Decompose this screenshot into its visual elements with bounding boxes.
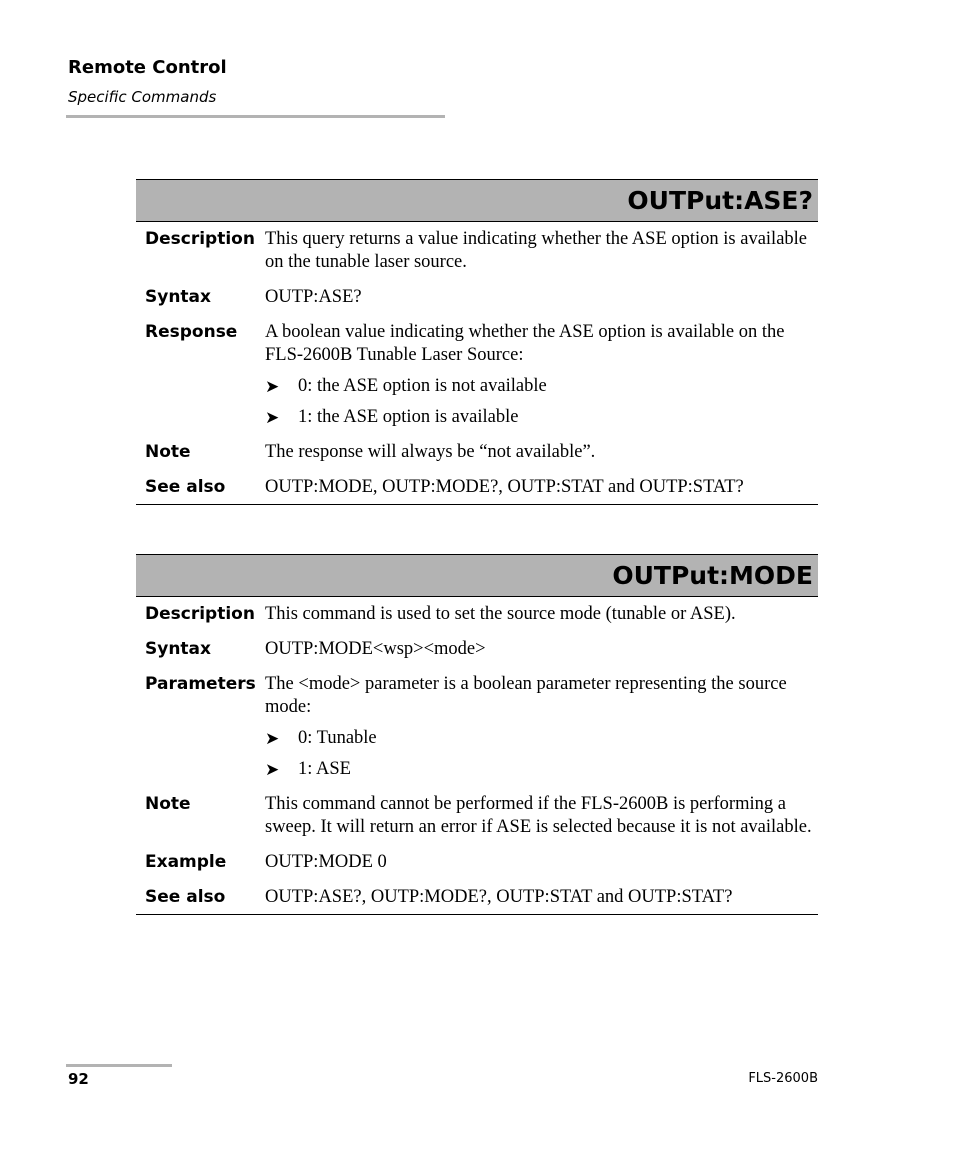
command-details (136, 597, 818, 915)
detail-label: Description (145, 604, 255, 624)
bullet-item (265, 758, 814, 781)
command-title: OUTPut:MODE (612, 561, 813, 590)
detail-label: Note (145, 442, 191, 462)
arrow-bullet-icon: ➤ (265, 408, 280, 427)
bullet-text: 0: the ASE option is not available (298, 376, 547, 396)
detail-label: Syntax (145, 639, 211, 659)
detail-label: See also (145, 477, 226, 497)
detail-text: A boolean value indicating whether the ASE option is available on the FLS-2600B Tunable Laser Source: (265, 322, 785, 365)
detail-row-example (136, 851, 818, 874)
detail-text: OUTP:ASE? (265, 287, 362, 307)
detail-label: Parameters (145, 674, 256, 694)
bullet-text: 1: ASE (298, 759, 351, 779)
arrow-bullet-icon: ➤ (265, 760, 280, 779)
detail-label: Response (145, 322, 238, 342)
detail-row-see-also (136, 476, 818, 499)
running-header-title: Remote Control (68, 57, 227, 78)
detail-label: Syntax (145, 287, 211, 307)
product-name: FLS-2600B (748, 1071, 818, 1086)
detail-row-response (136, 321, 818, 429)
detail-row-note (136, 441, 818, 464)
detail-label: Description (145, 229, 255, 249)
detail-value-block (265, 673, 818, 781)
running-header-subtitle: Specific Commands (68, 88, 217, 106)
detail-row-description (136, 228, 818, 274)
bullet-item (265, 727, 814, 750)
detail-row-description (136, 603, 818, 626)
bullet-item (265, 375, 814, 398)
bullet-text: 1: the ASE option is available (298, 407, 519, 427)
detail-label: Note (145, 794, 191, 814)
command-heading-bar (136, 179, 818, 222)
detail-text: The response will always be “not available”. (265, 442, 596, 462)
detail-text: OUTP:ASE?, OUTP:MODE?, OUTP:STAT and OUTP:STAT? (265, 887, 733, 907)
page-number: 92 (68, 1070, 89, 1088)
detail-label: Example (145, 852, 227, 872)
detail-row-syntax (136, 286, 818, 309)
detail-value-block (265, 321, 818, 429)
detail-label: See also (145, 887, 226, 907)
command-title: OUTPut:ASE? (627, 186, 813, 215)
detail-text: The <mode> parameter is a boolean parameter representing the source mode: (265, 674, 787, 717)
detail-row-syntax (136, 638, 818, 661)
detail-text: This command cannot be performed if the FLS-2600B is performing a sweep. It will return an error if ASE is selected because it is not available. (265, 794, 812, 837)
command-heading-bar (136, 554, 818, 597)
detail-row-note (136, 793, 818, 839)
detail-text: OUTP:MODE 0 (265, 852, 387, 872)
detail-row-parameters (136, 673, 818, 781)
bullet-text: 0: Tunable (298, 728, 377, 748)
detail-text: This query returns a value indicating whether the ASE option is available on the tunable laser source. (265, 229, 808, 272)
command-section-outp-ase (136, 179, 818, 505)
arrow-bullet-icon: ➤ (265, 377, 280, 396)
arrow-bullet-icon: ➤ (265, 729, 280, 748)
detail-text: OUTP:MODE<wsp><mode> (265, 639, 486, 659)
detail-row-see-also (136, 886, 818, 909)
detail-text: This command is used to set the source mode (tunable or ASE). (265, 604, 736, 624)
command-section-outp-mode (136, 554, 818, 915)
command-details (136, 222, 818, 505)
detail-text: OUTP:MODE, OUTP:MODE?, OUTP:STAT and OUTP:STAT? (265, 477, 744, 497)
header-divider (66, 115, 445, 118)
bullet-item (265, 406, 814, 429)
footer-divider (66, 1064, 172, 1067)
